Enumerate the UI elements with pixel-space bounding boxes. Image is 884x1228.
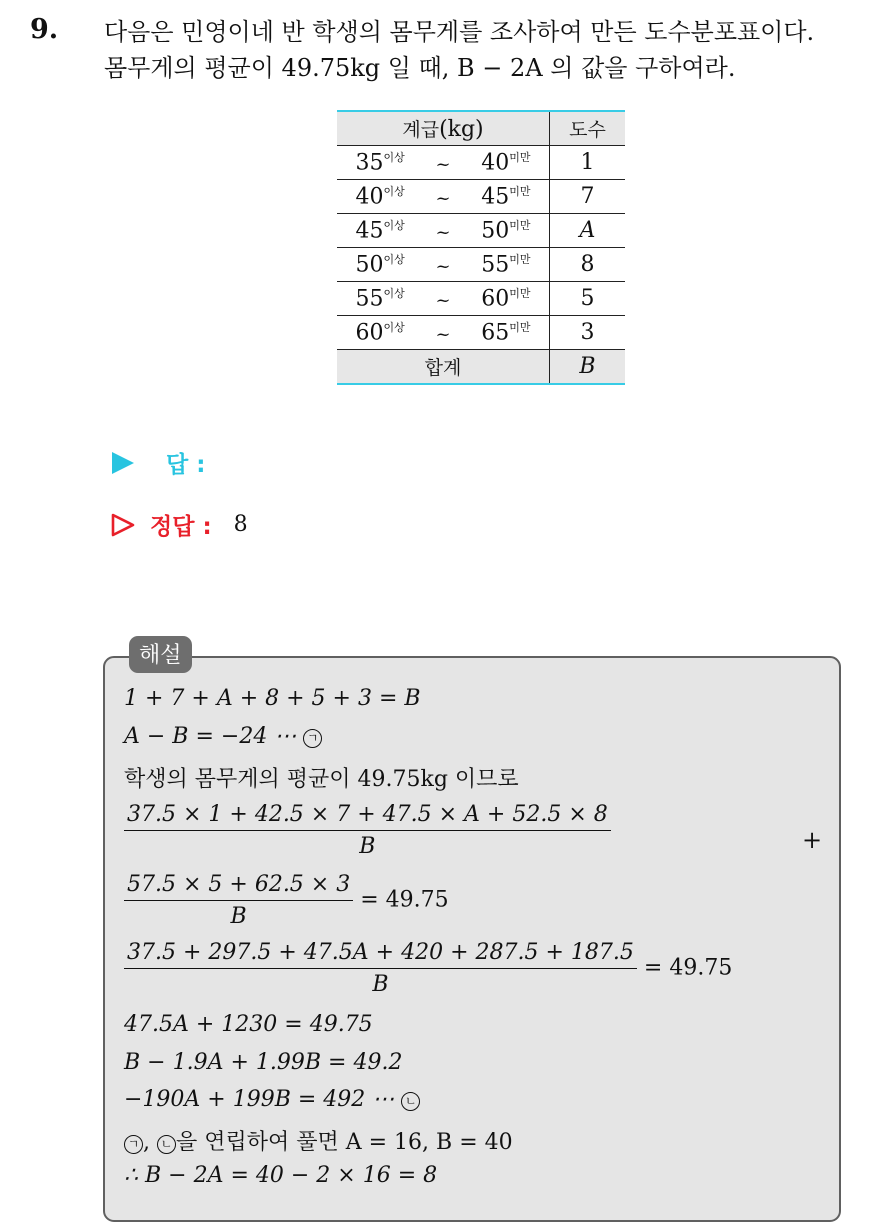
frequency-header: 도수 — [550, 111, 626, 146]
solution-line: 47.5A + 1230 = 49.75 — [124, 1012, 373, 1037]
table-total-row — [337, 350, 625, 385]
range-to: 50 — [481, 218, 510, 244]
range-to: 40 — [481, 150, 510, 176]
correct-answer-label: 정답 : — [150, 514, 212, 540]
fraction-3: $\frac{37.5 + 297.5 + 47.5A + 420 + 287.5 + 187.5}{B}$ = 49.75 — [124, 940, 732, 997]
frequency-cell: 7 — [550, 180, 626, 214]
range-from: 35 — [355, 150, 384, 176]
range-from: 55 — [355, 286, 384, 312]
frequency-cell: 8 — [550, 248, 626, 282]
below-label: 미만 — [509, 253, 531, 267]
table-row — [337, 146, 625, 180]
above-label: 이상 — [383, 185, 405, 199]
solution-line: 학생의 몸무게의 평균이 49.75kg 이므로 — [124, 767, 519, 792]
solution-line: ∴ B − 2A = 40 − 2 × 16 = 8 — [124, 1163, 438, 1188]
above-label: 이상 — [383, 253, 405, 267]
above-label: 이상 — [383, 151, 405, 165]
class-header — [337, 111, 550, 146]
table-row — [337, 316, 625, 350]
above-label: 이상 — [383, 219, 405, 233]
total-label: 합계 — [424, 357, 462, 379]
circled-mark: ㄴ — [157, 1135, 176, 1154]
filled-triangle-icon — [110, 450, 136, 476]
table-row — [337, 214, 625, 248]
range-from: 50 — [355, 252, 384, 278]
table-row — [337, 180, 625, 214]
solution-tab: 해설 — [129, 636, 192, 673]
total-value: B — [550, 350, 626, 385]
frequency-cell: A — [550, 214, 626, 248]
correct-answer-row — [110, 508, 248, 541]
frequency-cell: 5 — [550, 282, 626, 316]
range-from: 45 — [355, 218, 384, 244]
class-header-unit: (kg) — [439, 117, 484, 142]
range-from: 40 — [355, 184, 384, 210]
range-from: 60 — [355, 320, 384, 346]
solution-line: 1 + 7 + A + 8 + 5 + 3 = B — [124, 686, 421, 711]
frequency-table — [337, 110, 625, 385]
circled-mark: ㄴ — [401, 1092, 420, 1111]
solution-line: −190A + 199B = 492 ⋯ ㄴ — [124, 1087, 420, 1112]
range-to: 45 — [481, 184, 510, 210]
table-header-row — [337, 111, 625, 146]
correct-answer-value: 8 — [233, 512, 248, 537]
below-label: 미만 — [509, 151, 531, 165]
below-label: 미만 — [509, 185, 531, 199]
circled-mark: ㄱ — [303, 729, 322, 748]
table-row — [337, 282, 625, 316]
frequency-cell: 1 — [550, 146, 626, 180]
range-to: 65 — [481, 320, 510, 346]
tilde: ~ — [435, 255, 451, 277]
below-label: 미만 — [509, 287, 531, 301]
question-text — [104, 14, 874, 86]
tilde: ~ — [435, 323, 451, 345]
range-to: 60 — [481, 286, 510, 312]
range-to: 55 — [481, 252, 510, 278]
below-label: 미만 — [509, 321, 531, 335]
question-line-1: 다음은 민영이네 반 학생의 몸무게를 조사하여 만든 도수분포표이다. — [104, 18, 815, 46]
frequency-cell: 3 — [550, 316, 626, 350]
question-line-2: 몸무게의 평균이 49.75kg 일 때, B − 2A 의 값을 구하여라. — [104, 54, 736, 82]
class-header-label: 계급 — [402, 119, 440, 141]
tilde: ~ — [435, 187, 451, 209]
tilde: ~ — [435, 221, 451, 243]
table-row — [337, 248, 625, 282]
solution-line: A − B = −24 ⋯ ㄱ — [124, 724, 322, 749]
below-label: 미만 — [509, 219, 531, 233]
solution-line: ㄱ , ㄴ 을 연립하여 풀면 A = 16, B = 40 — [124, 1125, 513, 1156]
tilde: ~ — [435, 289, 451, 311]
tilde: ~ — [435, 153, 451, 175]
fraction-2: $\frac{57.5 \times 5 + 62.5 \times 3}{B}$ = 49.75 — [124, 872, 449, 929]
solution-line: B − 1.9A + 1.99B = 49.2 — [124, 1050, 403, 1075]
fraction-1: $\frac{37.5 \times 1 + 42.5 \times 7 + 47.5 \times A + 52.5 \times 8}{B}$ — [124, 802, 611, 859]
above-label: 이상 — [383, 287, 405, 301]
answer-label: 답 : — [166, 452, 206, 478]
outline-triangle-icon — [110, 512, 136, 538]
circled-mark: ㄱ — [124, 1135, 143, 1154]
question-number: 9. — [30, 14, 59, 45]
above-label: 이상 — [383, 321, 405, 335]
answer-row — [110, 446, 205, 479]
continuation-plus: + — [802, 826, 823, 854]
